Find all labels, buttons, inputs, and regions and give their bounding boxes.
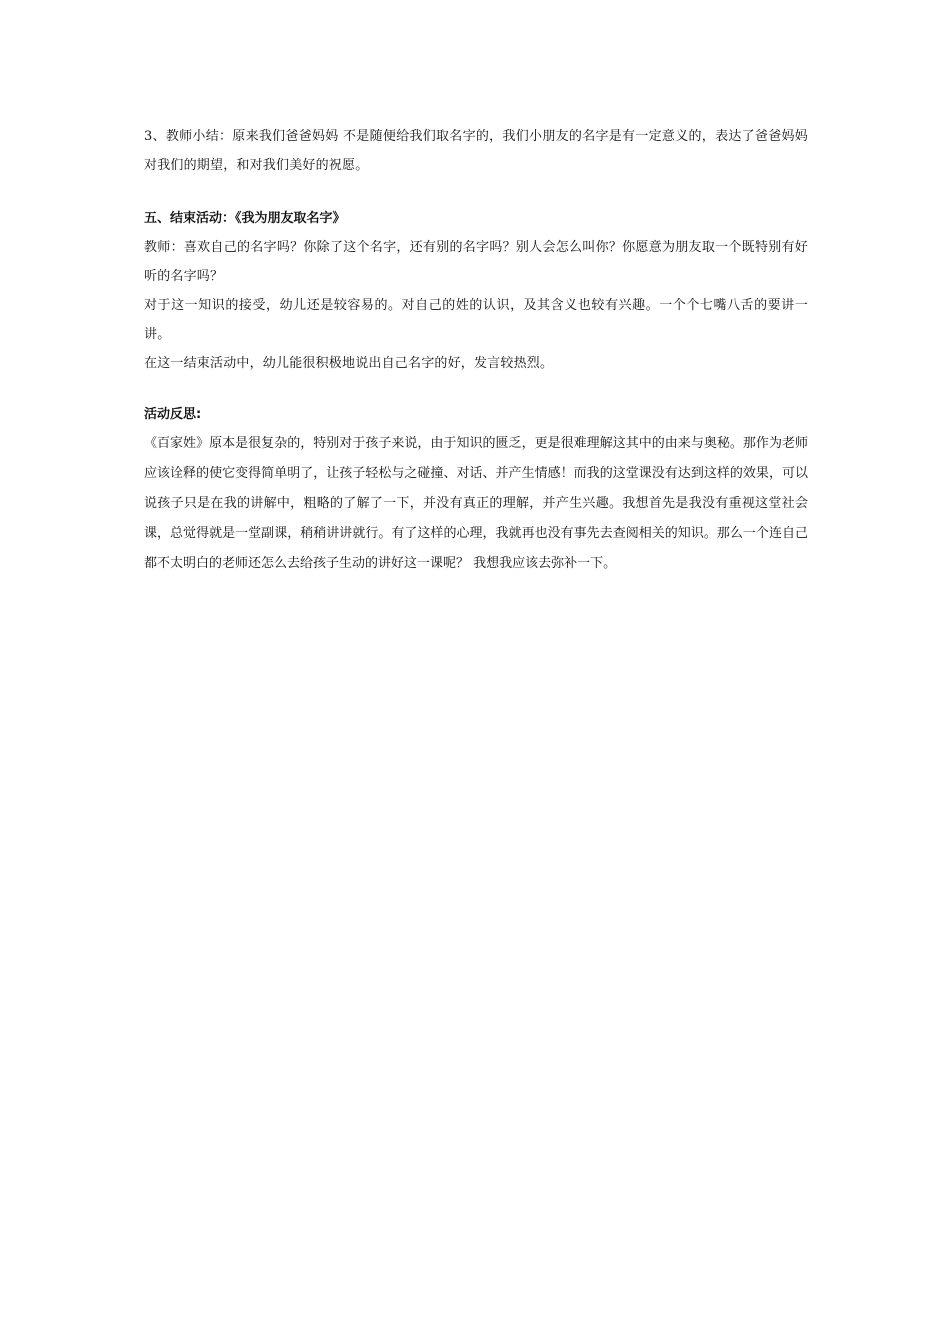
observation-paragraph-2: 在这一结束活动中，幼儿能很积极地说出自己名字的好，发言较热烈。	[144, 356, 554, 371]
reflection-heading: 活动反思:	[144, 407, 202, 422]
teacher-question-paragraph: 教师：喜欢自己的名字吗？你除了这个名字，还有别的名字吗？别人会怎么叫你？你愿意为朋友取一个既特别有好听的名字吗？	[144, 240, 808, 284]
teacher-summary-paragraph: 3、教师小结：原来我们爸爸妈妈 不是随便给我们取名字的，我们小朋友的名字是有一定意义的，表达了爸爸妈妈对我们的期望，和对我们美好的祝愿。	[144, 129, 808, 173]
spacer	[144, 180, 808, 204]
reflection-paragraph: 《百家姓》原本是很复杂的，特别对于孩子来说，由于知识的匮乏，更是很难理解这其中的由来与奥秘。那作为老师应该诠释的使它变得简单明了，让孩子轻松与之碰撞、对话、并产生情感！而我的这堂课没有达到这样的效果，可以说孩子只是在我的讲解中，粗略的了解了一下，并没有真正的理解，并产生兴趣。我想首先是我没有重视这堂社会课，总觉得就是一堂副课，稍稍讲讲就行。有了这样的心理，我就再也没有事先去查阅相关的知识。那么一个连自己都不太明白的老师还怎么去给孩子生动的讲好这一课呢？ 我想我应该去弥补一下。	[144, 436, 808, 571]
document-page	[144, 122, 808, 579]
spacer	[144, 378, 808, 400]
section-five-heading: 五、结束活动：《我为朋友取名字》	[144, 211, 346, 226]
observation-paragraph-1: 对于这一知识的接受，幼儿还是较容易的。对自己的姓的认识，及其含义也较有兴趣。一个个七嘴八舌的要讲一讲。	[144, 298, 808, 342]
